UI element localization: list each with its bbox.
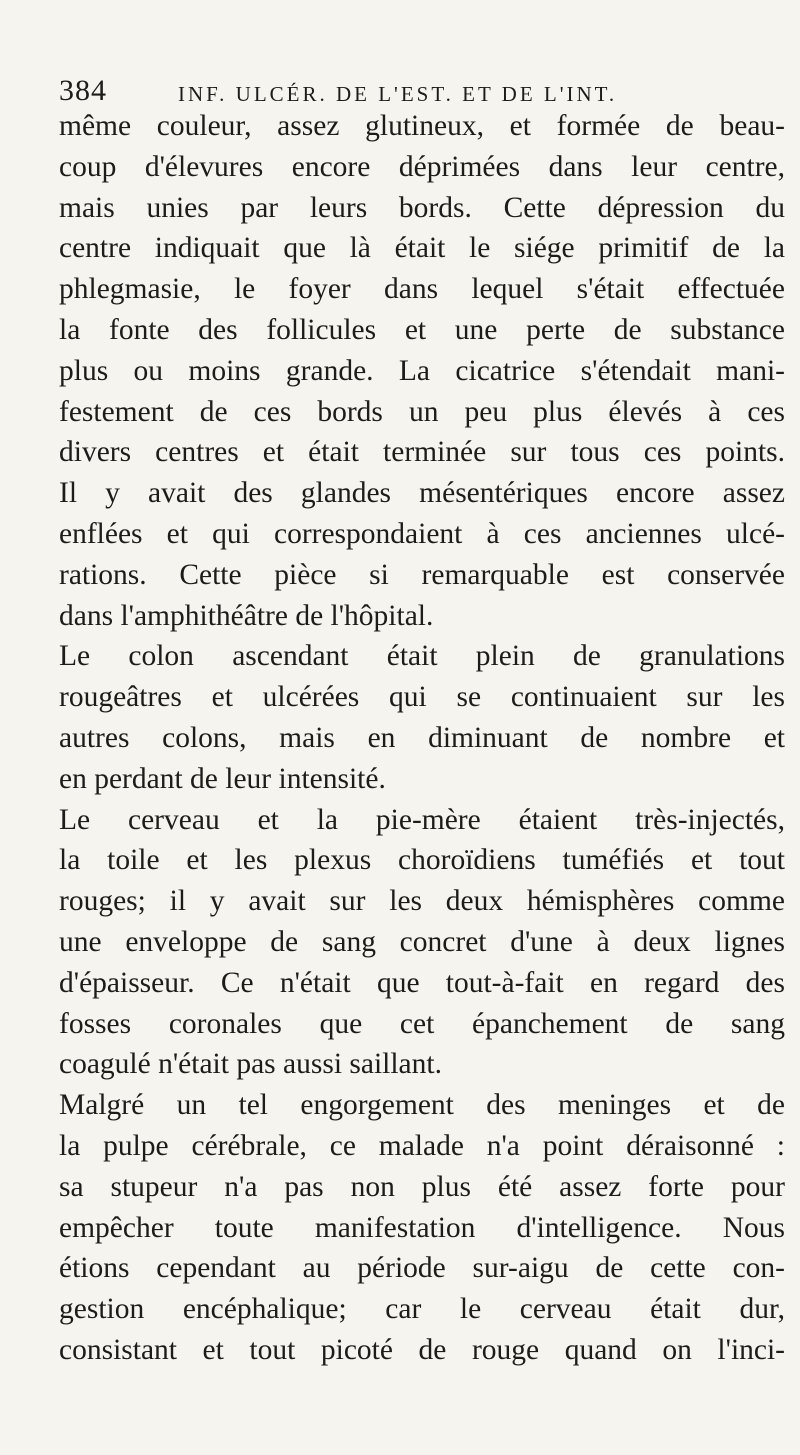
text-line: enflées et qui correspondaient à ces anciennes ulcé- (59, 517, 785, 550)
text-line: divers centres et était terminée sur tous ces points. (59, 436, 785, 469)
text-line: étions cependant au période sur-aigu de cette con- (59, 1252, 785, 1285)
paragraph-start-line: Le cerveau et la pie-mère étaient très-injectés, (59, 803, 785, 836)
text-line: plus ou moins grande. La cicatrice s'étendait mani- (59, 354, 785, 387)
text-line: festement de ces bords un peu plus élevés à ces (59, 395, 785, 428)
text-line: d'épaisseur. Ce n'était que tout-à-fait en regard des (59, 966, 785, 999)
text-line: la toile et les plexus choroïdiens tuméfiés et tout (59, 844, 785, 877)
text-line: centre indiquait que là était le siége primitif de la (59, 232, 785, 265)
paragraph-end-line: coagulé n'était pas aussi saillant. (59, 1048, 442, 1081)
text-line: consistant et tout picoté de rouge quand on l'inci- (59, 1333, 785, 1366)
text-line: mais unies par leurs bords. Cette dépression du (59, 191, 785, 224)
paragraph-end-line: en perdant de leur intensité. (59, 762, 386, 795)
text-line: phlegmasie, le foyer dans lequel s'était effectuée (59, 273, 785, 306)
text-line: même couleur, assez glutineux, et formée de beau- (59, 110, 785, 142)
text-line: rougeâtres et ulcérées qui se continuaient sur les (59, 681, 785, 714)
paragraph-start-line: Le colon ascendant était plein de granulations (59, 640, 785, 673)
body-text (59, 106, 785, 1371)
paragraph-start-line: Malgré un tel engorgement des meninges et de (59, 1089, 785, 1122)
text-line: la fonte des follicules et une perte de substance (59, 313, 785, 346)
text-line: la pulpe cérébrale, ce malade n'a point déraisonné : (59, 1129, 785, 1162)
running-head (59, 74, 759, 110)
text-line: une enveloppe de sang concret d'une à deux lignes (59, 925, 785, 958)
text-line: Il y avait des glandes mésentériques encore assez (59, 477, 785, 510)
paragraph-end-line: dans l'amphithéâtre de l'hôpital. (59, 599, 434, 632)
running-title: INF. ULCÉR. DE L'EST. ET DE L'INT. (178, 82, 618, 106)
text-line: empêcher toute manifestation d'intelligence. Nous (59, 1211, 785, 1244)
text-line: coup d'élevures encore déprimées dans leur centre, (59, 150, 785, 183)
text-line: rouges; il y avait sur les deux hémisphères comme (59, 885, 785, 918)
text-line: rations. Cette pièce si remarquable est conservée (59, 558, 785, 591)
text-line: sa stupeur n'a pas non plus été assez forte pour (59, 1170, 785, 1203)
text-line: autres colons, mais en diminuant de nombre et (59, 721, 785, 754)
text-line: fosses coronales que cet épanchement de sang (59, 1007, 785, 1040)
text-line: gestion encéphalique; car le cerveau était dur, (59, 1293, 785, 1326)
page-number: 384 (59, 74, 107, 107)
